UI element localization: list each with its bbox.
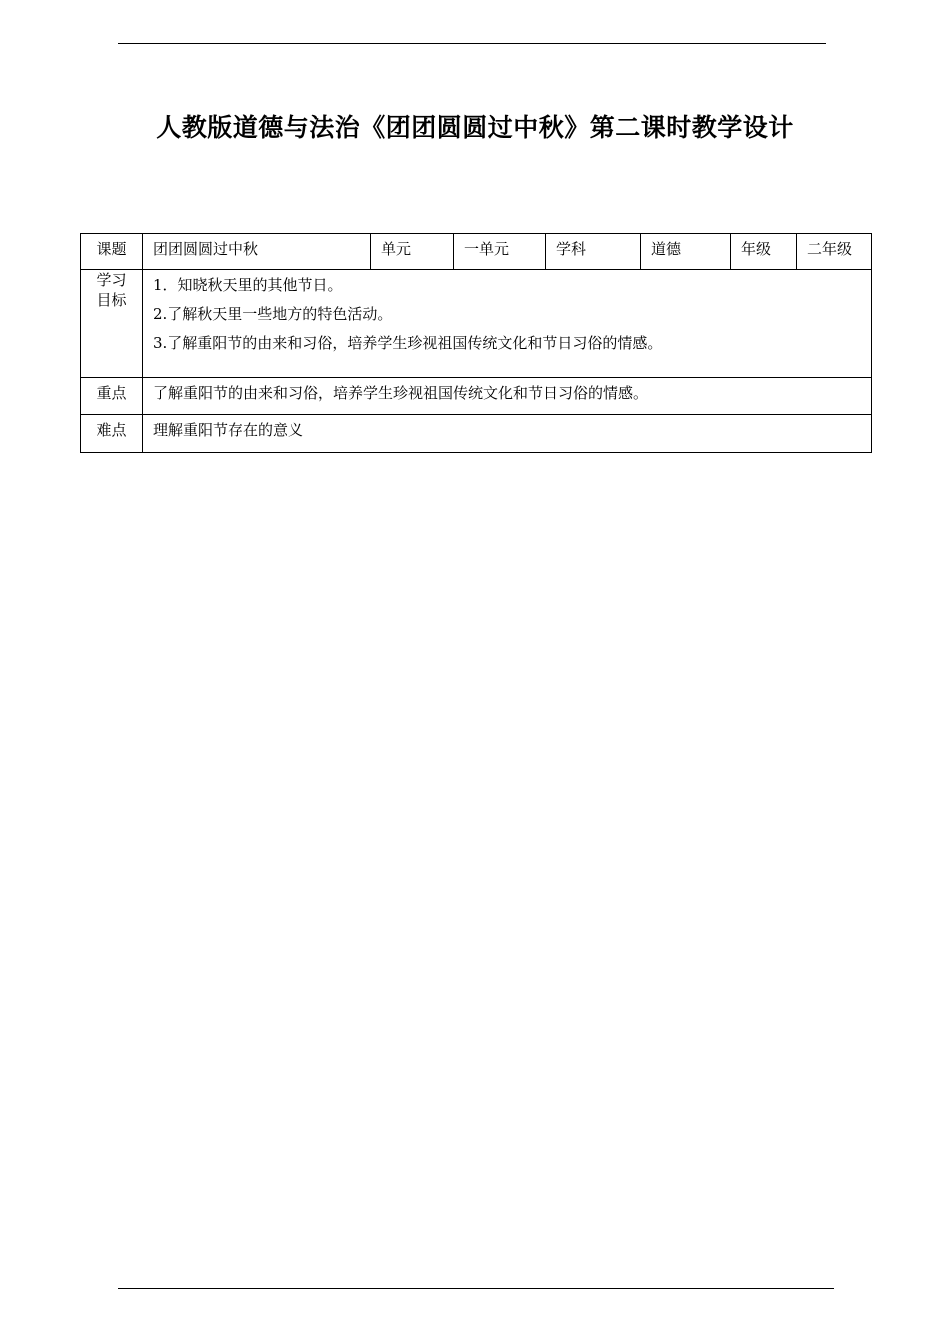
goal-item-2: 2.了解秋天里一些地方的特色活动。 — [153, 305, 393, 323]
goals-content — [143, 270, 872, 378]
document-title: 人教版道德与法治《团团圆圆过中秋》第二课时教学设计 — [156, 113, 794, 142]
subject-value: 道德 — [641, 234, 731, 270]
key-point-label: 重点 — [81, 378, 143, 415]
key-point-value: 了解重阳节的由来和习俗，培养学生珍视祖国传统文化和节日习俗的情感。 — [143, 378, 872, 415]
topic-value: 团团圆圆过中秋 — [143, 234, 371, 270]
unit-value: 一单元 — [454, 234, 546, 270]
unit-label: 单元 — [371, 234, 454, 270]
goal-item-3: 3.了解重阳节的由来和习俗，培养学生珍视祖国传统文化和节日习俗的情感。 — [153, 334, 663, 352]
grade-value: 二年级 — [797, 234, 872, 270]
table-row — [81, 415, 872, 453]
table-row — [81, 378, 872, 415]
difficulty-label: 难点 — [81, 415, 143, 453]
subject-label: 学科 — [546, 234, 641, 270]
header-rule — [118, 43, 826, 44]
goal-item-1: 1．知晓秋天里的其他节日。 — [153, 276, 343, 294]
grade-label: 年级 — [731, 234, 797, 270]
table-row — [81, 270, 872, 378]
difficulty-value: 理解重阳节存在的意义 — [143, 415, 872, 453]
table-row — [81, 234, 872, 270]
topic-label: 课题 — [81, 234, 143, 270]
footer-rule — [118, 1288, 834, 1289]
goals-label — [81, 270, 143, 378]
lesson-plan-table — [80, 233, 872, 453]
goals-label-line2: 目标 — [96, 291, 127, 309]
goals-label-line1: 学习 — [96, 271, 127, 289]
